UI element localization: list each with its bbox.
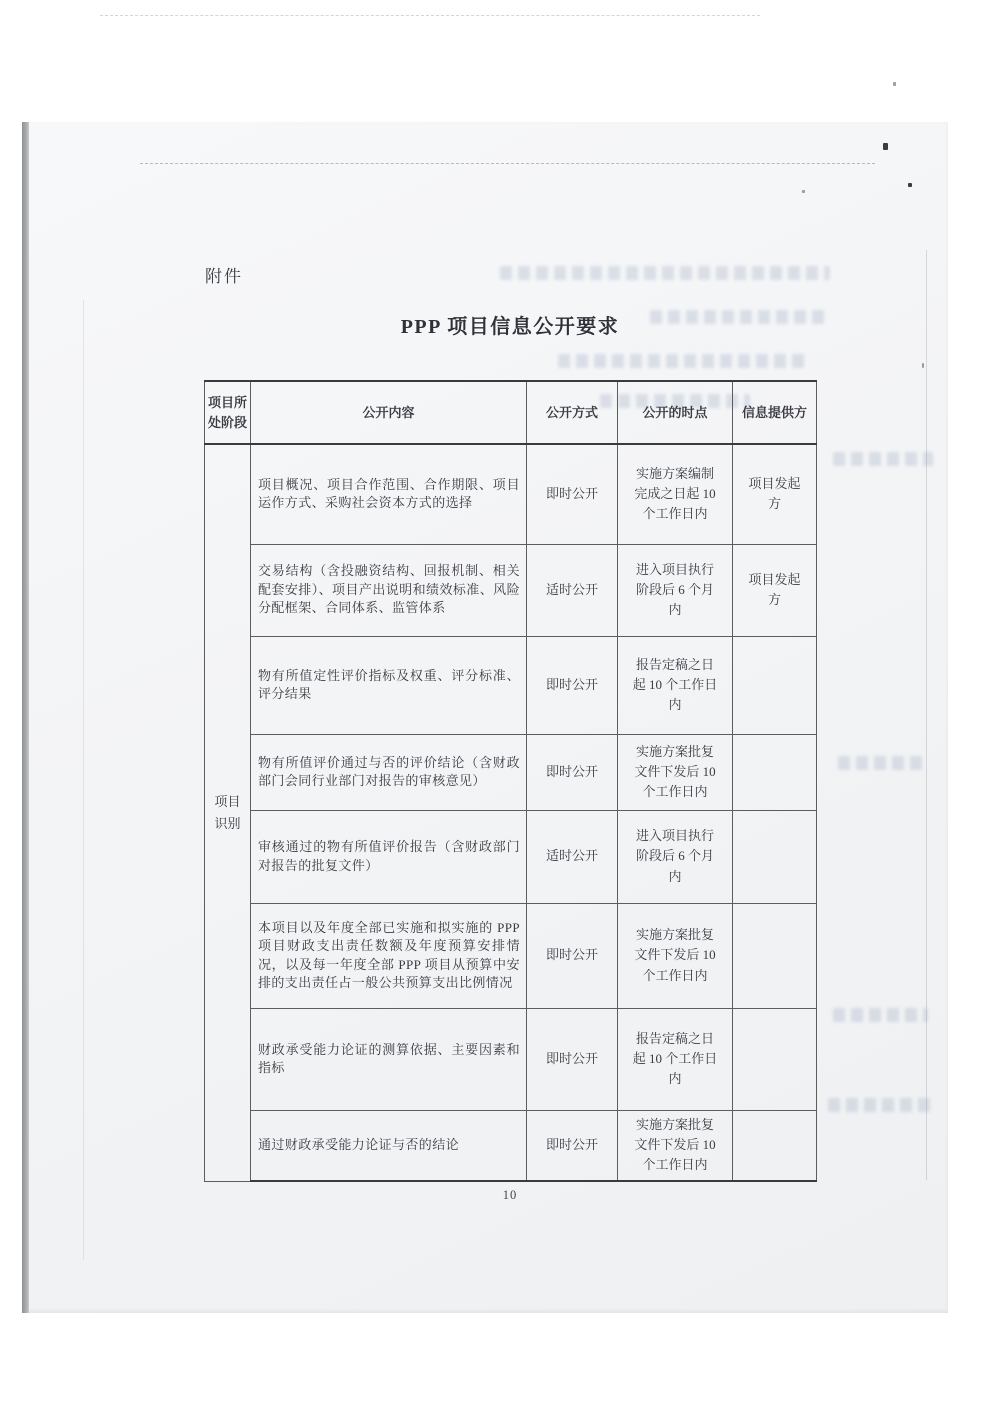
content-cell: 项目概况、项目合作范围、合作期限、项目运作方式、采购社会资本方式的选择 xyxy=(251,444,527,544)
method-cell: 即时公开 xyxy=(527,734,618,810)
provider-cell: 项目发起方 xyxy=(733,444,817,544)
paper-fold-right xyxy=(926,250,927,1180)
column-header-content: 公开内容 xyxy=(251,381,527,444)
content-cell: 本项目以及年度全部已实施和拟实施的 PPP 项目财政支出责任数额及年度预算安排情况，以及每一年度全部 PPP 项目从预算中安排的支出责任占一般公共预算支出比例情况 xyxy=(251,903,527,1008)
document-title: PPP 项目信息公开要求 xyxy=(400,316,620,338)
table-header-row xyxy=(205,381,817,444)
stage-cell: 项目识别 xyxy=(205,444,251,1181)
table-row xyxy=(205,903,817,1008)
content-cell: 交易结构（含投融资结构、回报机制、相关配套安排）、项目产出说明和绩效标准、风险分配框架、合同体系、监管体系 xyxy=(251,544,527,636)
content-cell: 物有所值评价通过与否的评价结论（含财政部门会同行业部门对报告的审核意见） xyxy=(251,734,527,810)
column-header-provider: 信息提供方 xyxy=(733,381,817,444)
content-cell: 财政承受能力论证的测算依据、主要因素和指标 xyxy=(251,1008,527,1110)
provider-cell: 项目发起方 xyxy=(733,544,817,636)
method-cell: 即时公开 xyxy=(527,1110,618,1181)
ink-speck xyxy=(802,190,805,193)
table-row xyxy=(205,1110,817,1181)
bleed-through-artifact xyxy=(500,266,830,280)
table-row xyxy=(205,444,817,544)
timing-cell: 报告定稿之日起 10 个工作日内 xyxy=(618,1008,733,1110)
timing-cell: 进入项目执行阶段后 6 个月内 xyxy=(618,544,733,636)
timing-cell: 实施方案批复文件下发后 10 个工作日内 xyxy=(618,903,733,1008)
table-row xyxy=(205,734,817,810)
method-cell: 即时公开 xyxy=(527,1008,618,1110)
content-cell: 通过财政承受能力论证与否的结论 xyxy=(251,1110,527,1181)
timing-cell: 报告定稿之日起 10 个工作日内 xyxy=(618,636,733,734)
table-row xyxy=(205,810,817,903)
content-cell: 审核通过的物有所值评价报告（含财政部门对报告的批复文件） xyxy=(251,810,527,903)
content-cell: 物有所值定性评价指标及权重、评分标准、评分结果 xyxy=(251,636,527,734)
scanner-scratch xyxy=(140,163,875,164)
provider-cell xyxy=(733,1008,817,1110)
bleed-through-artifact xyxy=(558,354,808,368)
ink-speck xyxy=(922,363,924,368)
provider-cell xyxy=(733,636,817,734)
column-header-method: 公开方式 xyxy=(527,381,618,444)
column-header-timing: 公开的时点 xyxy=(618,381,733,444)
dust-speck xyxy=(893,82,896,86)
paper-sheet xyxy=(22,122,948,1313)
ink-speck xyxy=(883,143,888,150)
provider-cell xyxy=(733,734,817,810)
column-header-stage: 项目所处阶段 xyxy=(205,381,251,444)
method-cell: 适时公开 xyxy=(527,810,618,903)
attachment-label: 附件 xyxy=(205,267,243,286)
provider-cell xyxy=(733,1110,817,1181)
method-cell: 即时公开 xyxy=(527,444,618,544)
ink-speck xyxy=(908,183,912,187)
paper-left-edge xyxy=(22,122,29,1313)
timing-cell: 进入项目执行阶段后 6 个月内 xyxy=(618,810,733,903)
timing-cell: 实施方案批复文件下发后 10 个工作日内 xyxy=(618,734,733,810)
method-cell: 即时公开 xyxy=(527,636,618,734)
bleed-through-artifact xyxy=(838,756,928,770)
bleed-through-artifact xyxy=(828,1098,933,1112)
disclosure-requirements-table xyxy=(204,380,817,1182)
table-row xyxy=(205,544,817,636)
bleed-through-artifact xyxy=(833,1008,928,1022)
scanner-scratch-top xyxy=(100,15,760,16)
method-cell: 即时公开 xyxy=(527,903,618,1008)
table-row xyxy=(205,636,817,734)
timing-cell: 实施方案批复文件下发后 10 个工作日内 xyxy=(618,1110,733,1181)
provider-cell xyxy=(733,903,817,1008)
timing-cell: 实施方案编制完成之日起 10 个工作日内 xyxy=(618,444,733,544)
paper-fold-left xyxy=(83,300,84,1260)
method-cell: 适时公开 xyxy=(527,544,618,636)
provider-cell xyxy=(733,810,817,903)
page-number: 10 xyxy=(502,1188,518,1202)
table-row xyxy=(205,1008,817,1110)
bleed-through-artifact xyxy=(833,452,933,466)
